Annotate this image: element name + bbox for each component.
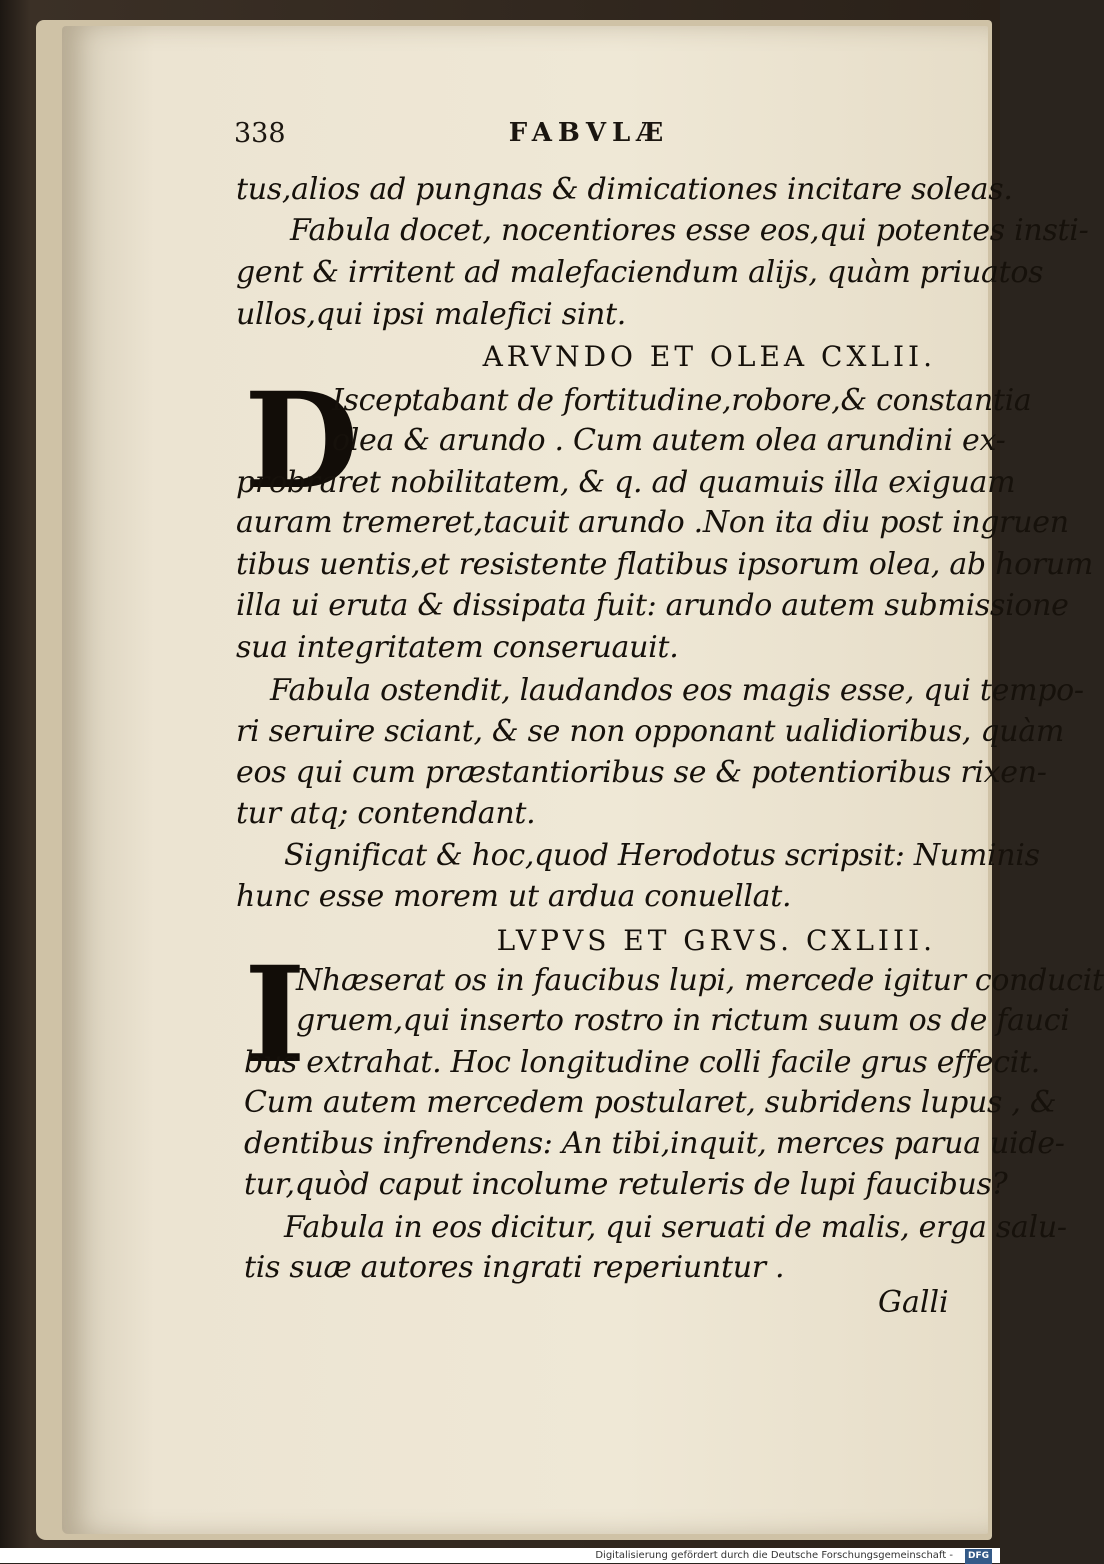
fable-heading: ARVNDO ET OLEA CXLII. [482, 340, 936, 373]
text-line: Cum autem mercedem postularet, subridens lupus , & [244, 1085, 1057, 1120]
running-title: FABVLÆ [508, 118, 670, 148]
catchword: Galli [878, 1285, 949, 1320]
text-line: bus extrahat. Hoc longitudine colli facile grus effecit. [244, 1045, 1041, 1080]
text-line: eos qui cum præstantioribus se & potentioribus rixen- [236, 755, 1047, 790]
text-line: ri seruire sciant, & se non opponant ualidioribus, quàm [236, 714, 1064, 749]
text-line: Significat & hoc,quod Herodotus scripsit: Numinis [284, 838, 1040, 873]
text-line: tur atq; contendant. [236, 796, 536, 831]
text-line: tibus uentis,et resistente flatibus ipsorum olea, ab horum [236, 547, 1094, 582]
text-line: olea & arundo . Cum autem olea arundini ex- [332, 423, 1006, 458]
text-line: gruem,qui inserto rostro in rictum suum os de fauci [296, 1003, 1070, 1038]
text-line: Fabula ostendit, laudandos eos magis esse, qui tempo- [270, 673, 1084, 708]
text-line: Fabula docet, nocentiores esse eos,qui potentes insti- [290, 213, 1089, 248]
text-line: auram tremeret,tacuit arundo .Non ita diu post ingruen [236, 505, 1069, 540]
credit-text: Digitalisierung gefördert durch die Deutsche Forschungsgemeinschaft - [595, 1550, 953, 1561]
dfg-logo: DFG [965, 1549, 992, 1564]
text-line: sua integritatem conseruauit. [236, 630, 679, 665]
text-line: Nhæserat os in faucibus lupi, mercede igitur conducit [296, 963, 1104, 998]
drop-cap-initial: I [244, 938, 306, 1093]
text-line: dentibus infrendens: An tibi,inquit, merces parua uide- [244, 1126, 1065, 1161]
text-line: hunc esse morem ut ardua conuellat. [236, 879, 792, 914]
text-line: illa ui eruta & dissipata fuit: arundo autem submissione [236, 588, 1069, 623]
text-line: probraret nobilitatem, & q. ad quamuis illa exiguam [236, 465, 1016, 500]
page-header [234, 118, 944, 158]
text-line: ullos,qui ipsi malefici sint. [236, 297, 627, 332]
text-line: tus,alios ad pungnas & dimicationes incitare soleas. [236, 172, 1013, 207]
folio-number: 338 [234, 118, 286, 149]
drop-cap-initial: D [244, 364, 359, 519]
text-line: gent & irritent ad malefaciendum alijs, quàm priuatos [236, 255, 1044, 290]
text-line: Isceptabant de fortitudine,robore,& constantia [332, 383, 1032, 418]
text-line: tis suæ autores ingrati reperiuntur . [244, 1250, 785, 1285]
text-line: Fabula in eos dicitur, qui seruati de malis, erga salu- [284, 1210, 1067, 1245]
fable-heading: LVPVS ET GRVS. CXLIII. [496, 924, 936, 957]
text-line: tur,quòd caput incolume retuleris de lupi faucibus? [244, 1167, 1008, 1202]
digitization-credit-bar [0, 1548, 1000, 1563]
